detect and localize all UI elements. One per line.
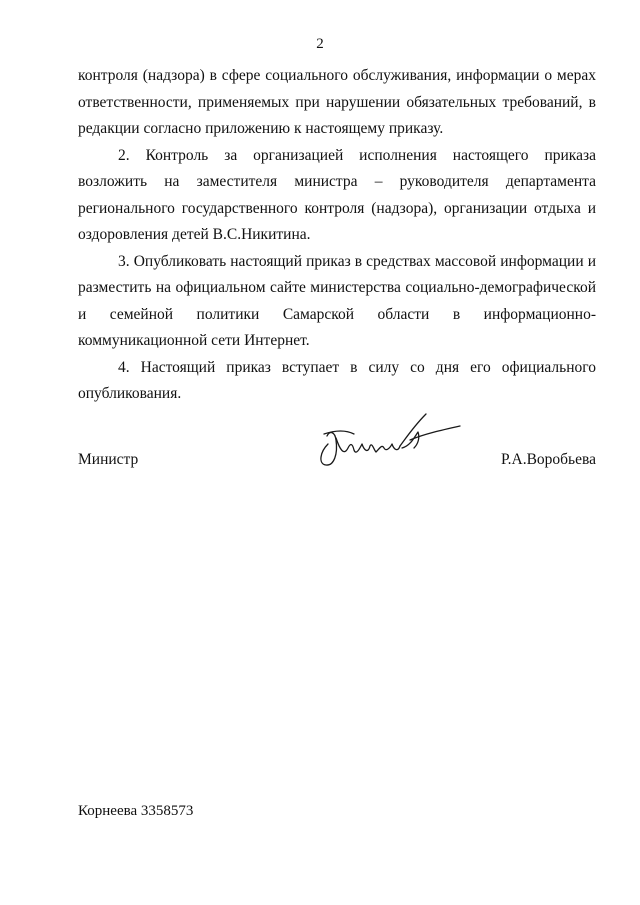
paragraph-item-3: 3. Опубликовать настоящий приказ в средствах массовой информации и разместить на официальном сайте министерства социально-демографической и семейной политики Самарской области в информационно-коммуникационной сети Интернет. bbox=[78, 252, 596, 349]
signature-block bbox=[78, 418, 596, 478]
executor-contact: Корнеева 3358573 bbox=[78, 803, 194, 819]
handwritten-signature-icon bbox=[314, 408, 464, 470]
signatory-position: Министр bbox=[78, 451, 139, 468]
page-number: 2 bbox=[316, 36, 324, 52]
paragraph-continuation: контроля (надзора) в сфере социального обслуживания, информации о мерах ответственности, применяемых при нарушении обязательных требований, в редакции согласно приложению к настоящему приказу. bbox=[78, 67, 596, 137]
signatory-name: Р.А.Воробьева bbox=[500, 451, 596, 468]
paragraph-item-4: 4. Настоящий приказ вступает в силу со дня его официального опубликования. bbox=[78, 358, 596, 402]
paragraph-item-2: 2. Контроль за организацией исполнения настоящего приказа возложить на заместителя министра – руководителя департамента регионального государственного контроля (надзора), организации отдыха и оздоровления детей В.С.Никитина. bbox=[78, 146, 596, 243]
document-body bbox=[78, 63, 596, 408]
